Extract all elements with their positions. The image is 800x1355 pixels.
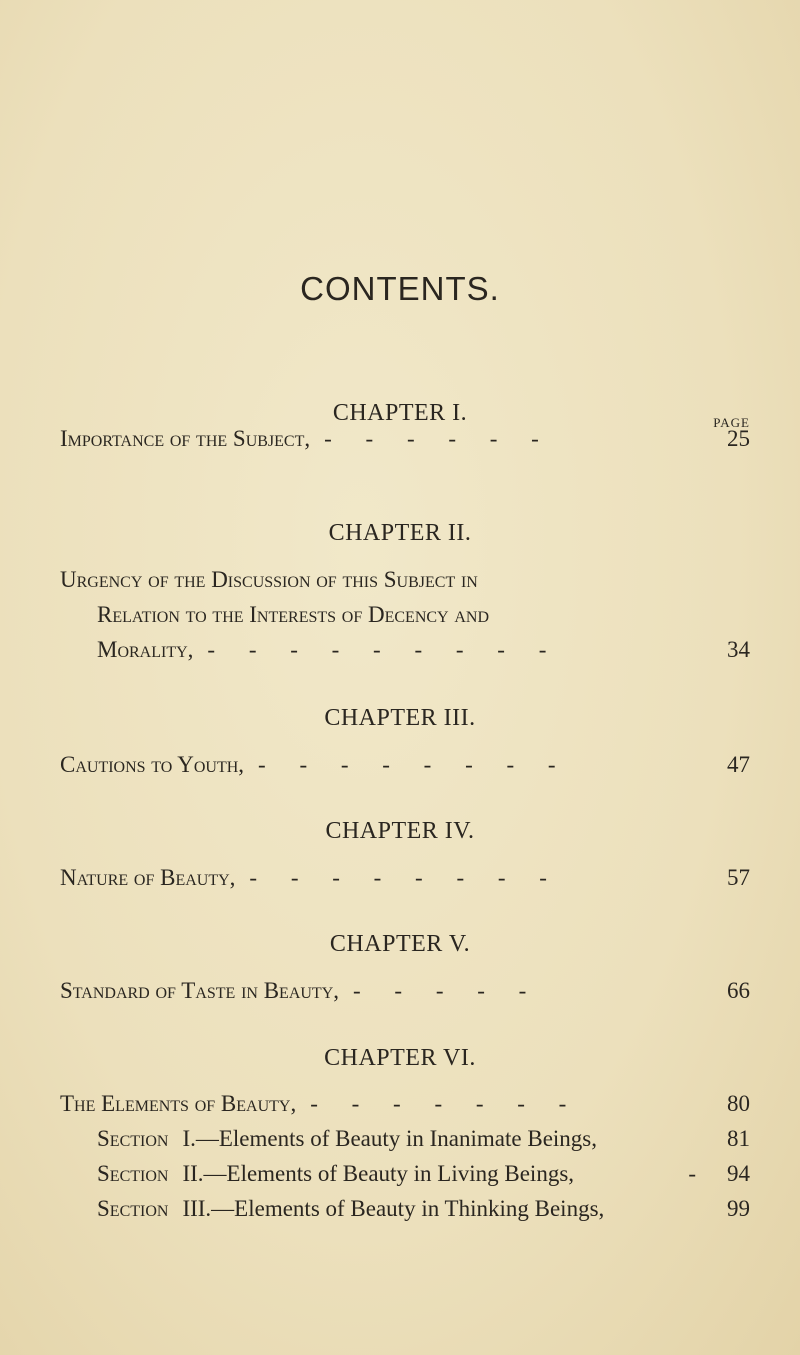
section-entry <box>97 1126 750 1152</box>
section-title: I.—Elements of Beauty in Inanimate Beings, <box>182 1126 597 1151</box>
chapter-heading: CHAPTER III. <box>324 705 476 731</box>
toc-entry <box>97 637 750 663</box>
section-label: Section <box>97 1161 169 1186</box>
page-number: 94 <box>727 1161 750 1186</box>
section-label: Section <box>97 1196 169 1221</box>
entry-title: Cautions to Youth, <box>60 752 245 777</box>
entry-title: Importance of the Subject, <box>60 426 311 451</box>
page-column-label: PAGE <box>713 415 750 430</box>
toc-entry <box>60 865 750 891</box>
entry-title: Nature of Beauty, <box>60 865 236 890</box>
page-number: 80 <box>727 1091 750 1116</box>
page-number: 66 <box>727 978 750 1003</box>
chapter-heading: CHAPTER II. <box>328 520 472 546</box>
toc-entry <box>60 426 750 452</box>
dot-leader: - - - - - - - - <box>258 752 570 777</box>
section-title: III.—Elements of Beauty in Thinking Beings, <box>182 1196 605 1221</box>
toc-entry-line <box>60 567 750 593</box>
toc-entry <box>60 752 750 778</box>
toc-entry <box>60 978 750 1004</box>
chapter-heading: CHAPTER VI. <box>324 1045 476 1071</box>
page-number: 99 <box>727 1196 750 1221</box>
chapter-heading: CHAPTER IV. <box>325 818 475 844</box>
section-entry <box>97 1196 750 1222</box>
entry-title: The Elements of Beauty, <box>60 1091 297 1116</box>
entry-title: Urgency of the Discussion of this Subject in <box>60 567 478 592</box>
page-number: 34 <box>727 637 750 662</box>
dot-leader: - - - - - - - - - <box>207 637 561 662</box>
section-title: II.—Elements of Beauty in Living Beings, <box>182 1161 575 1186</box>
section-entry <box>97 1161 750 1187</box>
chapter-heading: CHAPTER V. <box>329 931 471 957</box>
dot-leader: - <box>688 1161 696 1186</box>
chapter-heading: CHAPTER I. <box>332 400 468 426</box>
contents-title: CONTENTS. <box>300 270 500 307</box>
page-number: 57 <box>727 865 750 890</box>
page-number: 81 <box>727 1126 750 1151</box>
dot-leader: - - - - - - <box>324 426 553 451</box>
section-label: Section <box>97 1126 169 1151</box>
page-number: 25 <box>727 426 750 451</box>
dot-leader: - - - - - - - - <box>249 865 561 890</box>
dot-leader: - - - - - - - <box>310 1091 581 1116</box>
entry-title: Standard of Taste in Beauty, <box>60 978 340 1003</box>
entry-title-continued: Relation to the Interests of Decency and <box>97 602 490 627</box>
toc-entry <box>60 1091 750 1117</box>
page-number: 47 <box>727 752 750 777</box>
entry-title-continued: Morality, <box>97 637 194 662</box>
toc-entry-line <box>97 602 750 628</box>
dot-leader: - - - - - <box>353 978 541 1003</box>
